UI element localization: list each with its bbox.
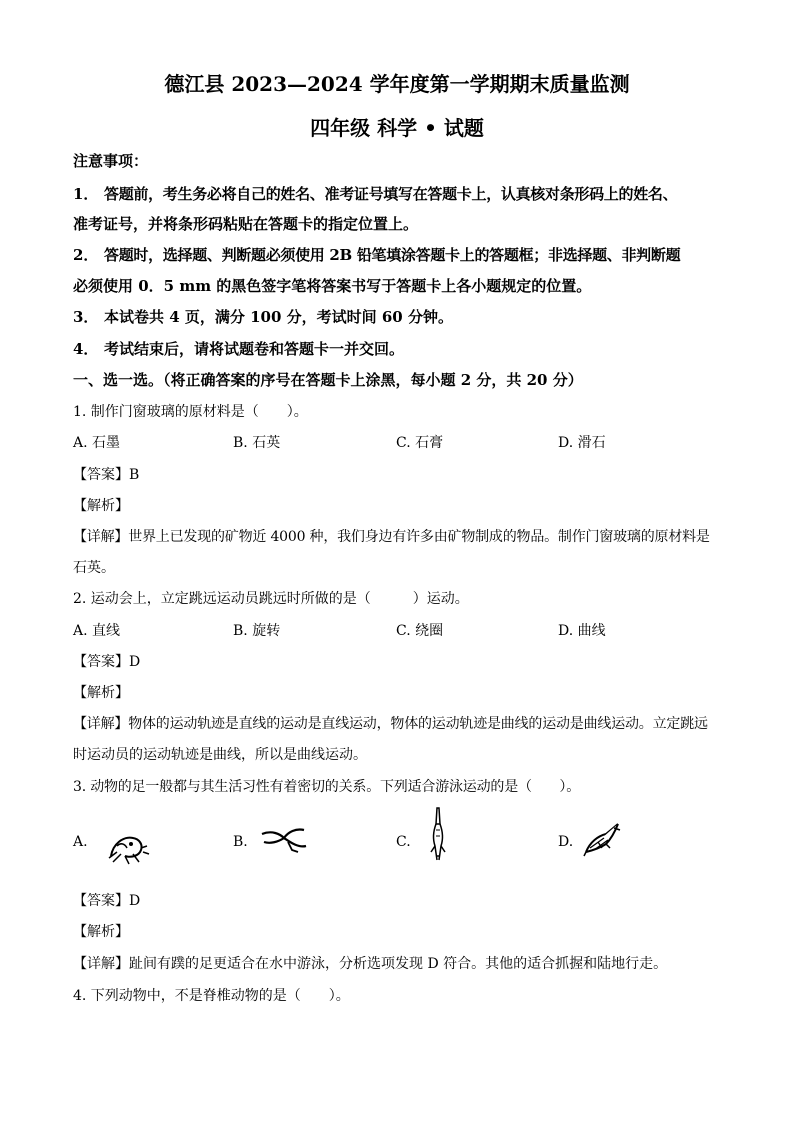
detail-text: 【详解】世界上已发现的矿物近 4000 种，我们身边有许多由矿物制成的物品。制作门窗玻璃的原材料是 <box>73 529 710 545</box>
detail-text: 【详解】趾间有蹼的足更适合在水中游泳，分析选项发现 D 符合。其他的适合抓握和陆地行走。 <box>73 956 668 972</box>
option-c: C. 石膏 <box>396 435 444 451</box>
question-stem: 1. 制作门窗玻璃的原材料是（ ）。 <box>73 404 308 420</box>
option-b: B. 石英 <box>233 435 281 451</box>
notice-item-num: 1． <box>73 185 99 203</box>
notice-item-num: 2． <box>73 246 99 264</box>
option-c: C. <box>396 834 411 850</box>
bird-foot-claw-icon <box>425 806 451 864</box>
notice-item-text: 本试卷共 4 页，满分 100 分，考试时间 60 分钟。 <box>104 308 453 326</box>
analysis-label: 【解析】 <box>73 498 129 514</box>
notice-item-text: 答题时，选择题、判断题必须使用 2B 铅笔填涂答题卡上的答题框；非选择题、非判断题 <box>104 246 681 264</box>
question-stem: 4. 下列动物中，不是脊椎动物的是（ ）。 <box>73 988 350 1004</box>
answer-label: 【答案】D <box>73 654 141 670</box>
page-subtitle: 四年级 科学 • 试题 <box>310 116 484 140</box>
notice-heading: 注意事项： <box>73 152 149 170</box>
bird-foot-grasping-icon <box>103 826 151 866</box>
notice-item-text: 考试结束后，请将试题卷和答题卡一并交回。 <box>104 340 405 358</box>
option-b: B. <box>233 834 248 850</box>
detail-text: 石英。 <box>73 560 115 576</box>
notice-item-text: 准考证号，并将条形码粘贴在答题卡的指定位置上。 <box>73 215 419 233</box>
option-d: D. 曲线 <box>558 623 606 639</box>
answer-label: 【答案】D <box>73 893 141 909</box>
option-b: B. 旋转 <box>233 623 281 639</box>
option-a: A. 直线 <box>73 623 121 639</box>
section-heading: 一、选一选。（将正确答案的序号在答题卡上涂黑，每小题 2 分，共 20 分） <box>73 371 583 389</box>
duck-webbed-foot-icon <box>580 820 624 860</box>
analysis-label: 【解析】 <box>73 924 129 940</box>
option-c: C. 绕圈 <box>396 623 444 639</box>
option-d: D. 滑石 <box>558 435 606 451</box>
option-d: D. <box>558 834 574 850</box>
notice-item-num: 4． <box>73 340 99 358</box>
detail-text: 时运动员的运动轨迹是曲线，所以是曲线运动。 <box>73 747 367 763</box>
question-stem: 3. 动物的足一般都与其生活习性有着密切的关系。下列适合游泳运动的是（ ）。 <box>73 779 581 795</box>
page-title: 德江县 2023—2024 学年度第一学期期末质量监测 <box>164 72 630 96</box>
analysis-label: 【解析】 <box>73 685 129 701</box>
answer-label: 【答案】B <box>73 467 140 483</box>
option-a: A. 石墨 <box>73 435 121 451</box>
question-stem: 2. 运动会上，立定跳远运动员跳远时所做的是（ ）运动。 <box>73 591 469 607</box>
detail-text: 【详解】物体的运动轨迹是直线的运动是直线运动，物体的运动轨迹是曲线的运动是曲线运动。立定跳远 <box>73 716 708 732</box>
notice-item-text: 必须使用 0．5 mm 的黑色签字笔将答案书写于答题卡上各小题规定的位置。 <box>73 277 592 295</box>
notice-item-text: 答题前，考生务必将自己的姓名、准考证号填写在答题卡上，认真核对条形码上的姓名、 <box>104 185 678 203</box>
option-a: A. <box>73 834 88 850</box>
bird-foot-walking-icon <box>258 822 310 856</box>
notice-item-num: 3． <box>73 308 99 326</box>
